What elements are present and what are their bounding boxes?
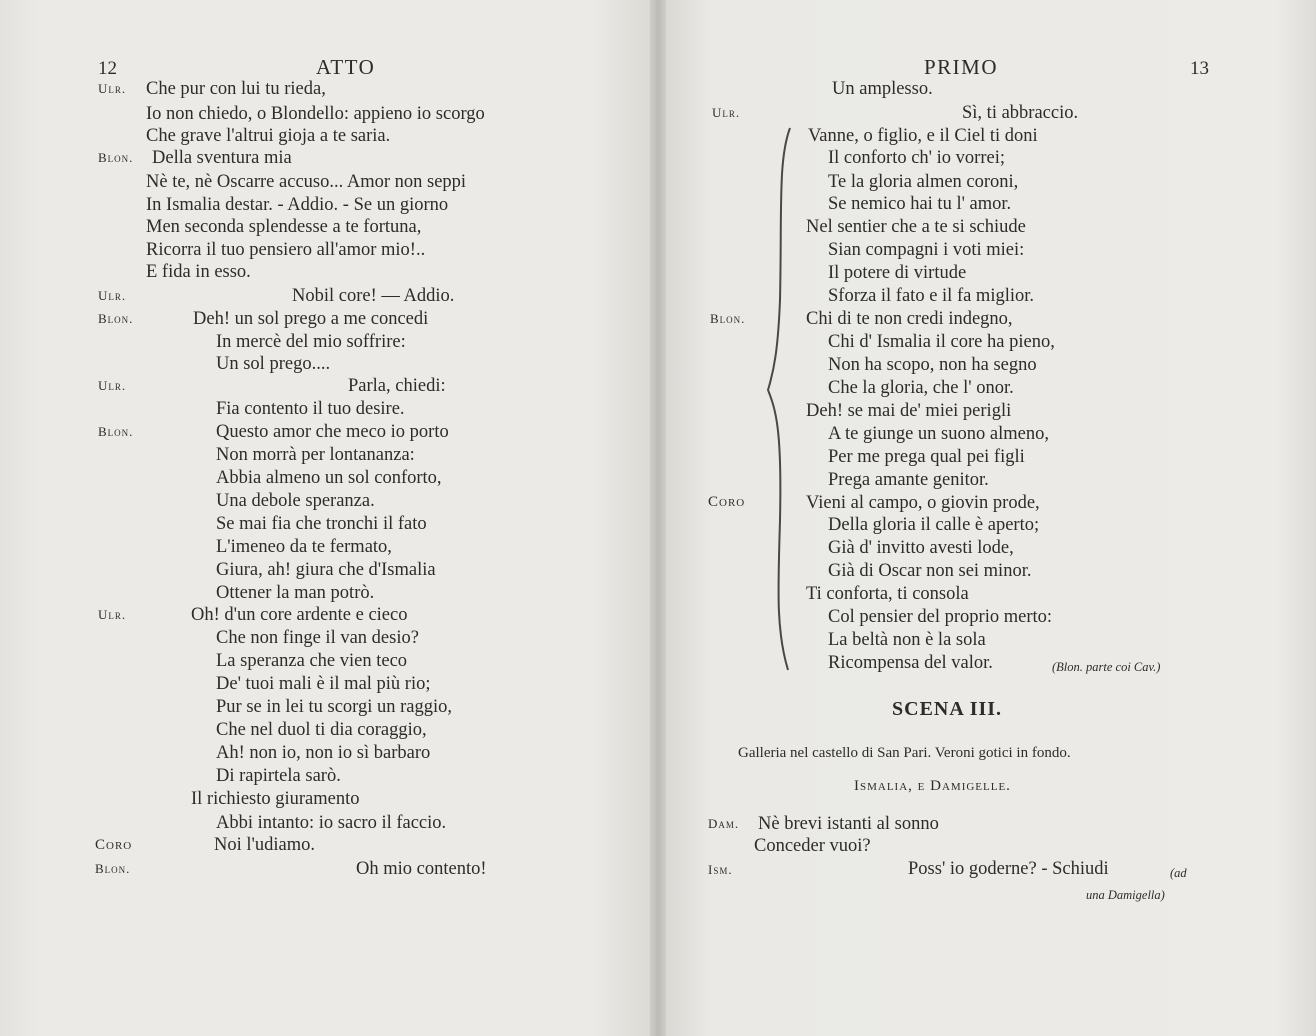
- verse-line: Io non chiedo, o Blondello: appieno io scorgo: [146, 104, 485, 124]
- speaker-label: Ism.: [708, 862, 733, 877]
- verse-line: Il richiesto giuramento: [191, 789, 360, 809]
- verse-line: Men seconda splendesse a te fortuna,: [146, 217, 422, 237]
- verse-line: Non morrà per lontananza:: [216, 445, 415, 465]
- book-gutter: [650, 0, 666, 1036]
- stage-direction: (Blon. parte coi Cav.): [1052, 660, 1161, 674]
- speaker-label: Ulr.: [98, 288, 127, 303]
- verse-line: Oh! d'un core ardente e cieco: [191, 605, 408, 625]
- verse-line: L'imeneo da te fermato,: [216, 537, 392, 557]
- verse-line: Sforza il fato e il fa miglior.: [828, 286, 1035, 306]
- verse-line: Oh mio contento!: [356, 859, 487, 879]
- verse-line: Della sventura mia: [152, 148, 292, 168]
- verse-line: Prega amante genitor.: [828, 470, 989, 490]
- verse-line: Vanne, o figlio, e il Ciel ti doni: [808, 126, 1038, 146]
- verse-line: In mercè del mio soffrire:: [216, 332, 406, 352]
- verse-line: Giura, ah! giura che d'Ismalia: [216, 560, 436, 580]
- speaker-label: Dam.: [708, 816, 740, 831]
- verse-line: Deh! se mai de' miei perigli: [806, 401, 1012, 421]
- handwritten-brace: [764, 120, 798, 680]
- running-head: ATTO: [316, 55, 376, 79]
- verse-line: Per me prega qual pei figli: [828, 447, 1025, 467]
- speaker-label: Blon.: [95, 861, 131, 876]
- verse-line: Che non finge il van desio?: [216, 628, 419, 648]
- scene-setting: Galleria nel castello di San Pari. Veroni gotici in fondo.: [738, 745, 1071, 761]
- verse-line: Già di Oscar non sei minor.: [828, 561, 1032, 581]
- speaker-label: Blon.: [98, 424, 134, 439]
- speaker-label: Coro: [95, 837, 133, 853]
- verse-line: La beltà non è la sola: [828, 630, 986, 650]
- speaker-label: Blon.: [98, 150, 134, 165]
- running-head: PRIMO: [924, 55, 999, 79]
- verse-line: Un sol prego....: [216, 354, 331, 374]
- verse-line: Ricorra il tuo pensiero all'amor mio!..: [146, 240, 426, 260]
- verse-line: Ottener la man potrò.: [216, 583, 375, 603]
- verse-line: Te la gloria almen coroni,: [828, 172, 1019, 192]
- verse-line: Pur se in lei tu scorgi un raggio,: [216, 697, 453, 717]
- verse-line: Abbi intanto: io sacro il faccio.: [216, 813, 447, 833]
- verse-line: Poss' io goderne? - Schiudi: [908, 859, 1109, 879]
- verse-line: Già d' invitto avesti lode,: [828, 538, 1014, 558]
- verse-line: Che grave l'altrui gioja a te saria.: [146, 126, 391, 146]
- verse-line: Una debole speranza.: [216, 491, 375, 511]
- scene-heading: SCENA III.: [892, 698, 1003, 720]
- speaker-label: Ulr.: [98, 607, 127, 622]
- verse-line: Parla, chiedi:: [348, 376, 446, 396]
- speaker-label: Blon.: [98, 311, 134, 326]
- verse-line: Fia contento il tuo desire.: [216, 399, 405, 419]
- verse-line: Se mai fia che tronchi il fato: [216, 514, 427, 534]
- verse-line: Ah! non io, non io sì barbaro: [216, 743, 431, 763]
- verse-line: Nel sentier che a te si schiude: [806, 217, 1026, 237]
- verse-line: Chi d' Ismalia il core ha pieno,: [828, 332, 1055, 352]
- right-page: [658, 0, 1316, 1036]
- verse-line: Se nemico hai tu l' amor.: [828, 194, 1012, 214]
- verse-line: Un amplesso.: [832, 79, 933, 99]
- verse-line: Che la gloria, che l' onor.: [828, 378, 1014, 398]
- verse-line: De' tuoi mali è il mal più rio;: [216, 674, 431, 694]
- verse-line: Che nel duol ti dia coraggio,: [216, 720, 427, 740]
- verse-line: La speranza che vien teco: [216, 651, 408, 671]
- speaker-label: Ulr.: [98, 81, 127, 96]
- verse-line: Col pensier del proprio merto:: [828, 607, 1053, 627]
- stage-direction: una Damigella): [1086, 888, 1165, 902]
- verse-line: Questo amor che meco io porto: [216, 422, 449, 442]
- verse-line: Deh! un sol prego a me concedi: [193, 309, 429, 329]
- speaker-label: Ulr.: [712, 105, 741, 120]
- verse-line: Nè te, nè Oscarre accuso... Amor non seppi: [146, 172, 467, 192]
- verse-line: Sian compagni i voti miei:: [828, 240, 1025, 260]
- verse-line: Ricompensa del valor.: [828, 653, 993, 673]
- verse-line: Il conforto ch' io vorrei;: [828, 148, 1005, 168]
- verse-line: Conceder vuoi?: [754, 836, 871, 856]
- verse-line: Abbia almeno un sol conforto,: [216, 468, 442, 488]
- verse-line: Chi di te non credi indegno,: [806, 309, 1013, 329]
- verse-line: Nobil core! — Addio.: [292, 286, 455, 306]
- verse-line: Vieni al campo, o giovin prode,: [806, 493, 1040, 513]
- stage-direction: (ad: [1170, 866, 1187, 880]
- verse-line: E fida in esso.: [146, 262, 251, 282]
- speaker-label: Blon.: [710, 311, 746, 326]
- verse-line: Ti conforta, ti consola: [806, 584, 969, 604]
- verse-line: Della gloria il calle è aperto;: [828, 515, 1040, 535]
- verse-line: Sì, ti abbraccio.: [962, 103, 1079, 123]
- verse-line: Nè brevi istanti al sonno: [758, 814, 939, 834]
- verse-line: In Ismalia destar. - Addio. - Se un giorno: [146, 195, 449, 215]
- page-number: 12: [98, 58, 117, 79]
- speaker-label: Coro: [708, 494, 746, 510]
- page-number: 13: [1190, 58, 1209, 79]
- verse-line: A te giunge un suono almeno,: [828, 424, 1049, 444]
- verse-line: Che pur con lui tu rieda,: [146, 79, 326, 99]
- speaker-label: Ulr.: [98, 378, 127, 393]
- verse-line: Di rapirtela sarò.: [216, 766, 341, 786]
- scene-characters: Ismalia, e Damigelle.: [854, 778, 1011, 794]
- verse-line: Noi l'udiamo.: [214, 835, 315, 855]
- verse-line: Non ha scopo, non ha segno: [828, 355, 1037, 375]
- verse-line: Il potere di virtude: [828, 263, 967, 283]
